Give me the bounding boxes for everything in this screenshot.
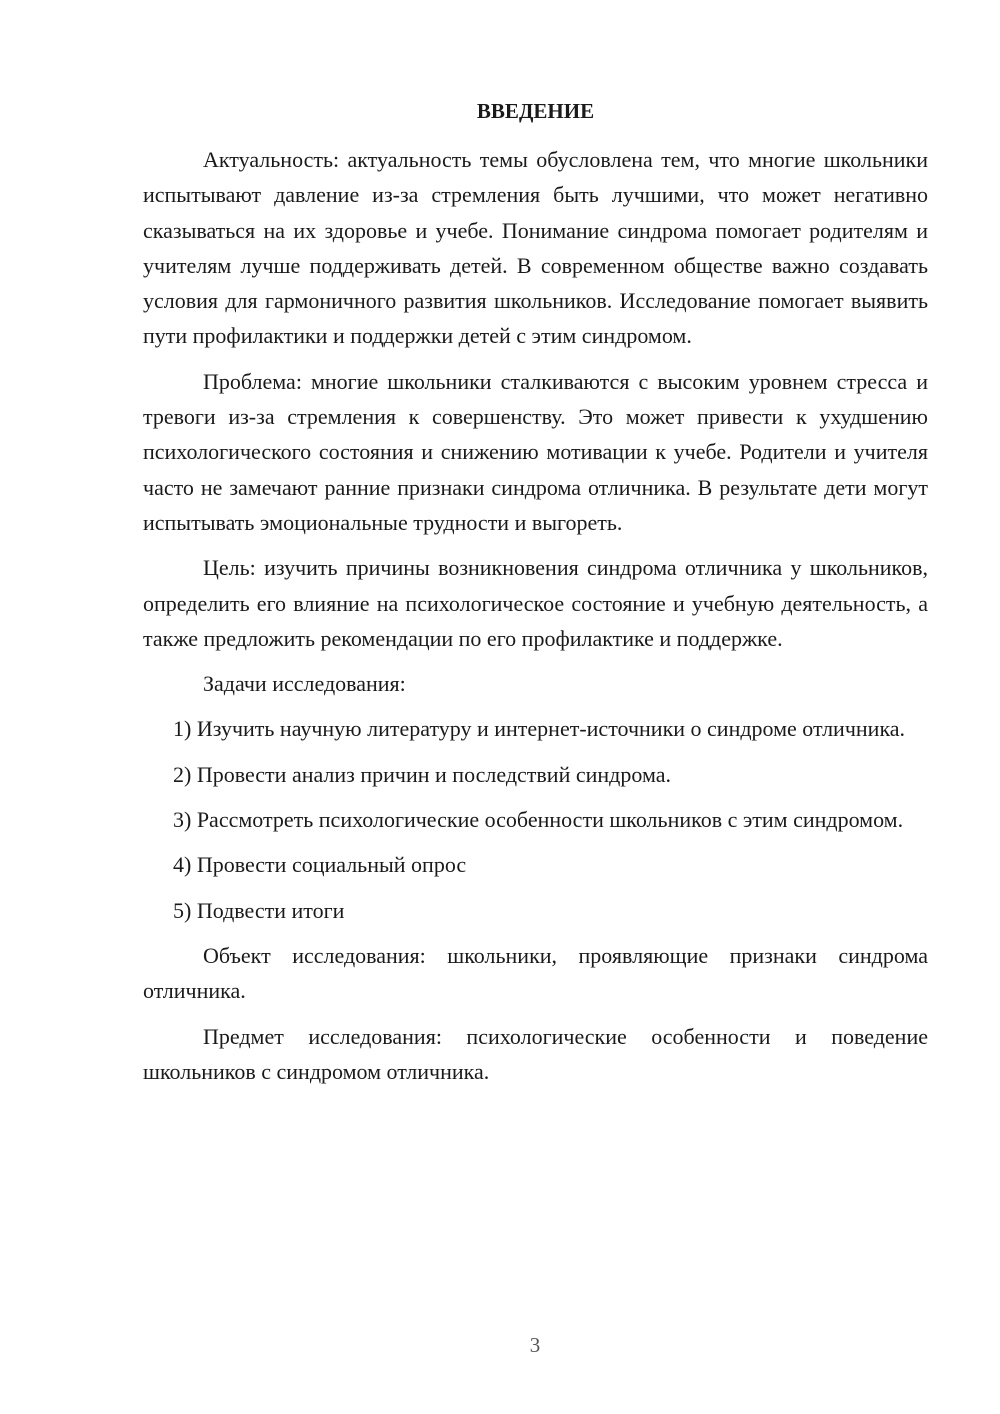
document-body: [143, 92, 928, 1099]
goal-paragraph: Цель: изучить причины возникновения синдрома отличника у школьников, определить его влияние на психологическое состояние и учебную деятельность, а также предложить рекомендации по его профилактике и поддержке.: [143, 555, 928, 651]
subject-paragraph: Предмет исследования: психологические особенности и поведение школьников с синдромом отличника.: [143, 1023, 928, 1084]
relevance-paragraph: Актуальность: актуальность темы обусловлена тем, что многие школьники испытывают давление из-за стремления быть лучшими, что может негативно сказываться на их здоровье и учебе. Понимание синдрома помогает родителям и учителям лучше поддерживать детей. В современном обществе важно создавать условия для гармоничного развития школьников. Исследование помогает выявить пути профилактики и поддержки детей с этим синдромом.: [143, 147, 928, 349]
object-paragraph: Объект исследования: школьники, проявляющие признаки синдрома отличника.: [143, 942, 928, 1004]
task-item-4: 4) Провести социальный опрос: [173, 852, 467, 878]
task-item-5: 5) Подвести итоги: [173, 897, 345, 923]
task-item-2: 2) Провести анализ причин и последствий синдрома.: [173, 761, 671, 787]
problem-paragraph: Проблема: многие школьники сталкиваются с высоким уровнем стресса и тревоги из-за стремления к совершенству. Это может привести к ухудшению психологического состояния и снижению мотивации к учебе. Родители и учителя часто не замечают ранние признаки синдрома отличника. В результате дети могут испытывать эмоциональные трудности и выгореть.: [143, 368, 928, 535]
document-title: ВВЕДЕНИЕ: [476, 99, 595, 123]
page-number: 3: [529, 1333, 541, 1357]
task-item-3: 3) Рассмотреть психологические особенности школьников с этим синдромом.: [173, 807, 904, 833]
task-item-1: 1) Изучить научную литературу и интернет-источники о синдроме отличника.: [173, 716, 906, 742]
tasks-heading: Задачи исследования:: [203, 671, 406, 697]
